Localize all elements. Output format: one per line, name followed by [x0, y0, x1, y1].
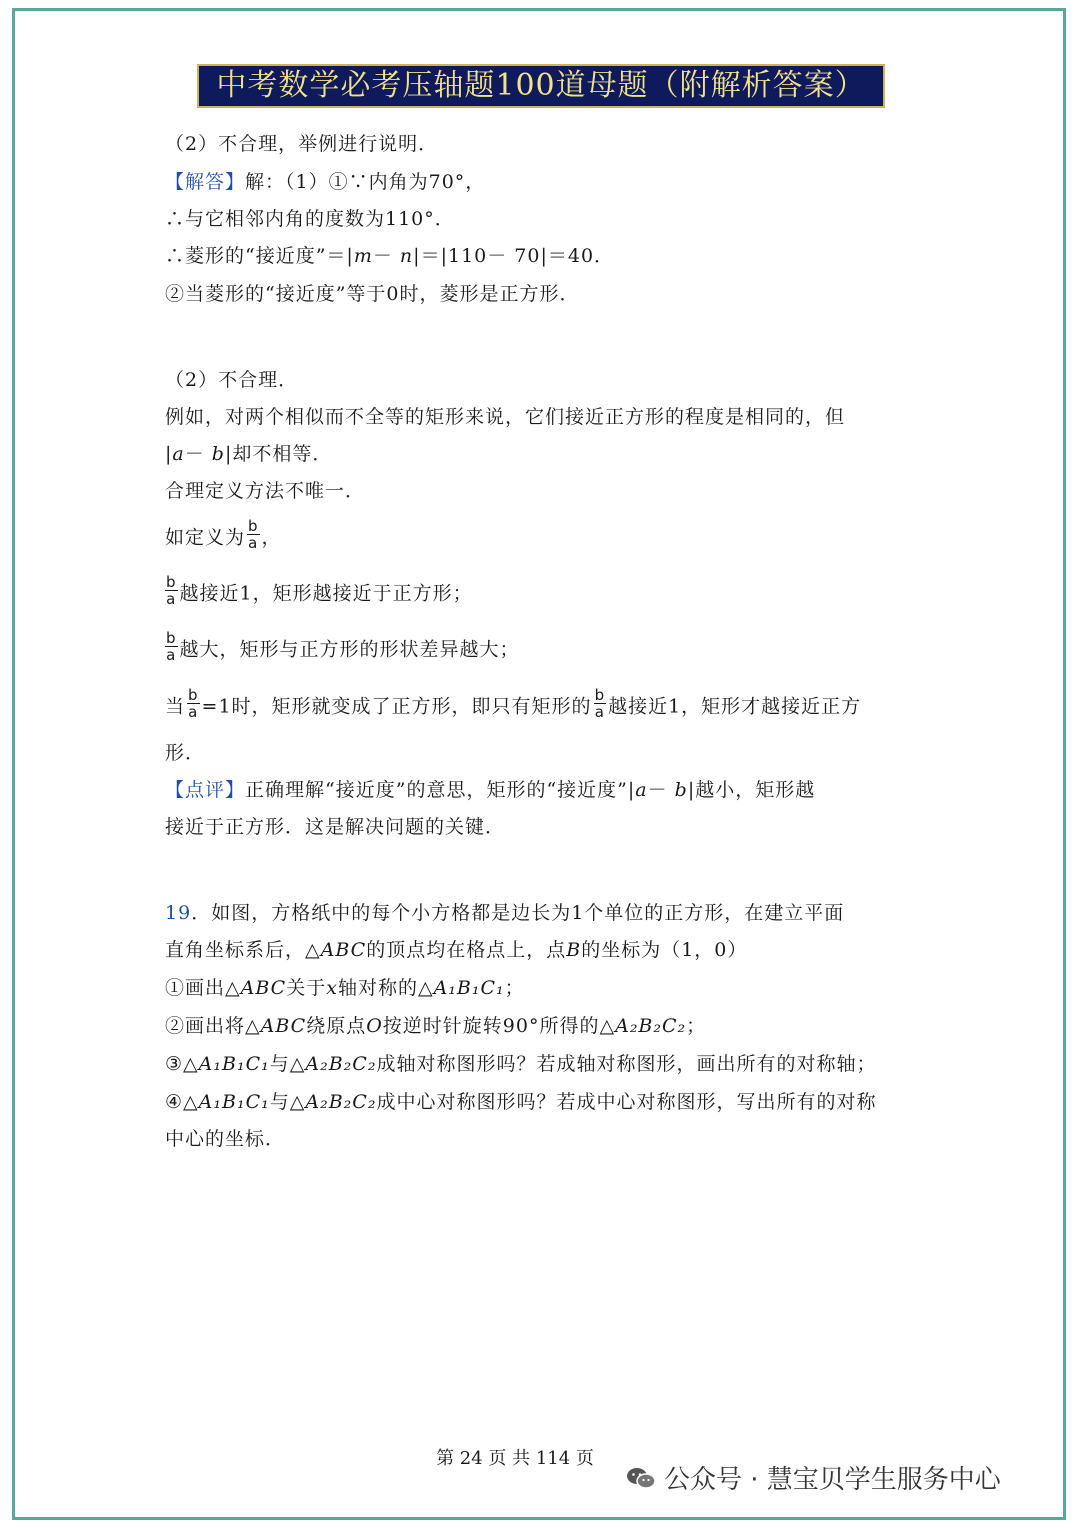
triangle-abc: ABC — [240, 977, 287, 999]
text-span: ∴菱形的“接近度”＝| — [165, 245, 354, 267]
text-span: 当 — [165, 695, 186, 718]
text-line — [165, 1089, 876, 1115]
fraction-den: a — [594, 703, 605, 721]
text-line: 合理定义方法不唯一． — [165, 480, 366, 502]
text-span: 轴对称的△ — [337, 977, 434, 999]
var-m: m — [353, 245, 373, 267]
text-span: 成轴对称图形吗？若成轴对称图形，画出所有的对称轴； — [376, 1053, 877, 1075]
text-line — [165, 441, 332, 467]
text-line: 中心的坐标． — [165, 1128, 286, 1150]
triangle-abc: ABC — [260, 1015, 307, 1037]
text-span: － — [372, 245, 400, 267]
fraction-b-over-a — [187, 687, 200, 720]
text-line: ∴与它相邻内角的度数为110°． — [165, 208, 455, 230]
text-span: 如定义为 — [165, 526, 246, 549]
text-line — [165, 686, 862, 724]
text-span: － — [184, 443, 212, 465]
text-span: 绕原点 — [306, 1015, 367, 1037]
triangle-a1b1c1: A₁B₁C₁ — [198, 1091, 270, 1113]
answer-line — [165, 169, 485, 195]
var-a: a — [172, 443, 185, 465]
text-line — [165, 937, 747, 963]
question-number: 19 — [165, 902, 192, 924]
text-span: 按逆时针旋转90°所得的△ — [382, 1015, 616, 1037]
fraction-b-over-a — [165, 630, 178, 663]
text-line: 形． — [165, 742, 206, 764]
origin-o: O — [366, 1015, 383, 1037]
var-a: a — [635, 779, 648, 801]
text-span: 与△ — [269, 1091, 306, 1113]
triangle-abc: ABC — [320, 939, 367, 961]
fraction-num: b — [166, 573, 177, 591]
fraction-num: b — [594, 686, 606, 704]
fraction-b-over-a — [594, 687, 607, 720]
text-span: | — [165, 443, 173, 465]
text-span: － — [647, 779, 675, 801]
text-span: ； — [504, 977, 525, 999]
text-line — [165, 243, 614, 269]
text-line — [165, 573, 473, 611]
watermark-text: 公众号 · 慧宝贝学生服务中心 — [664, 1465, 1001, 1495]
text-span: |越小，矩形越 — [687, 779, 816, 801]
triangle-a1b1c1: A₁B₁C₁ — [433, 977, 505, 999]
fraction-num: b — [166, 629, 177, 647]
text-line: （2）不合理，举例进行说明． — [165, 133, 439, 155]
text-span: 的顶点均在格点上，点 — [366, 939, 567, 961]
text-line — [165, 1051, 876, 1077]
text-span: |＝|110－ 70|＝40． — [413, 245, 615, 267]
var-b: b — [674, 779, 688, 801]
text-line — [165, 975, 525, 1001]
triangle-a2b2c2: A₂B₂C₂ — [615, 1015, 687, 1037]
text-span: 直角坐标系后，△ — [165, 939, 321, 961]
text-span: 正确理解“接近度”的意思，矩形的“接近度”| — [245, 779, 636, 801]
text-line: 例如，对两个相似而不全等的矩形来说，它们接近正方形的程度是相同的，但 — [165, 406, 846, 428]
var-b: b — [211, 443, 225, 465]
triangle-a2b2c2: A₂B₂C₂ — [305, 1053, 377, 1075]
text-span: 的坐标为（1，0） — [581, 939, 748, 961]
text-span: 越接近1，矩形才越接近正方 — [608, 695, 862, 718]
fraction-num: b — [188, 686, 199, 704]
text-span: ③△ — [165, 1053, 199, 1075]
comment-tag: 【点评】 — [165, 779, 246, 801]
triangle-a1b1c1: A₁B₁C₁ — [198, 1053, 270, 1075]
text-line — [165, 517, 282, 555]
text-line: 接近于正方形．这是解决问题的关键． — [165, 816, 506, 838]
title-banner: 中考数学必考压轴题100道母题（附解析答案） — [197, 64, 885, 108]
var-n: n — [399, 245, 414, 267]
comment-line — [165, 777, 815, 803]
text-span: ； — [686, 1015, 707, 1037]
text-span: 越接近1，矩形越接近于正方形； — [179, 582, 473, 605]
text-line: （2）不合理． — [165, 369, 299, 391]
text-span: =1时，矩形就变成了正方形，即只有矩形的 — [201, 695, 592, 718]
text-line — [165, 1013, 706, 1039]
point-b: B — [566, 939, 582, 961]
text-span: 与△ — [269, 1053, 306, 1075]
fraction-den: a — [166, 646, 177, 664]
question-line — [165, 900, 844, 926]
answer-tag: 【解答】 — [165, 171, 246, 193]
fraction-b-over-a — [165, 574, 178, 607]
var-x: x — [326, 977, 338, 999]
page-number: 第 24 页 共 114 页 — [436, 1448, 594, 1469]
wechat-icon — [626, 1466, 656, 1490]
triangle-a2b2c2: A₂B₂C₂ — [305, 1091, 377, 1113]
text-span: |却不相等． — [224, 443, 333, 465]
text-span: ①画出△ — [165, 977, 241, 999]
text-span: ②画出将△ — [165, 1015, 261, 1037]
text-span: ， — [261, 526, 282, 549]
text-span: ．如图，方格纸中的每个小方格都是边长为1个单位的正方形，在建立平面 — [191, 902, 845, 924]
fraction-den: a — [248, 534, 259, 552]
fraction-den: a — [166, 590, 177, 608]
watermark — [626, 1463, 1001, 1497]
text-line: ②当菱形的“接近度”等于0时，菱形是正方形． — [165, 283, 580, 305]
fraction-num: b — [248, 517, 259, 535]
fraction-b-over-a — [247, 518, 260, 551]
fraction-den: a — [188, 703, 199, 721]
text-line — [165, 629, 520, 667]
text-span: 越大，矩形与正方形的形状差异越大； — [179, 638, 520, 661]
text-span: ④△ — [165, 1091, 199, 1113]
text-span: 解：（1）①∵内角为70°， — [245, 171, 486, 193]
text-span: 关于 — [286, 977, 327, 999]
text-span: 成中心对称图形吗？若成中心对称图形，写出所有的对称 — [376, 1091, 877, 1113]
